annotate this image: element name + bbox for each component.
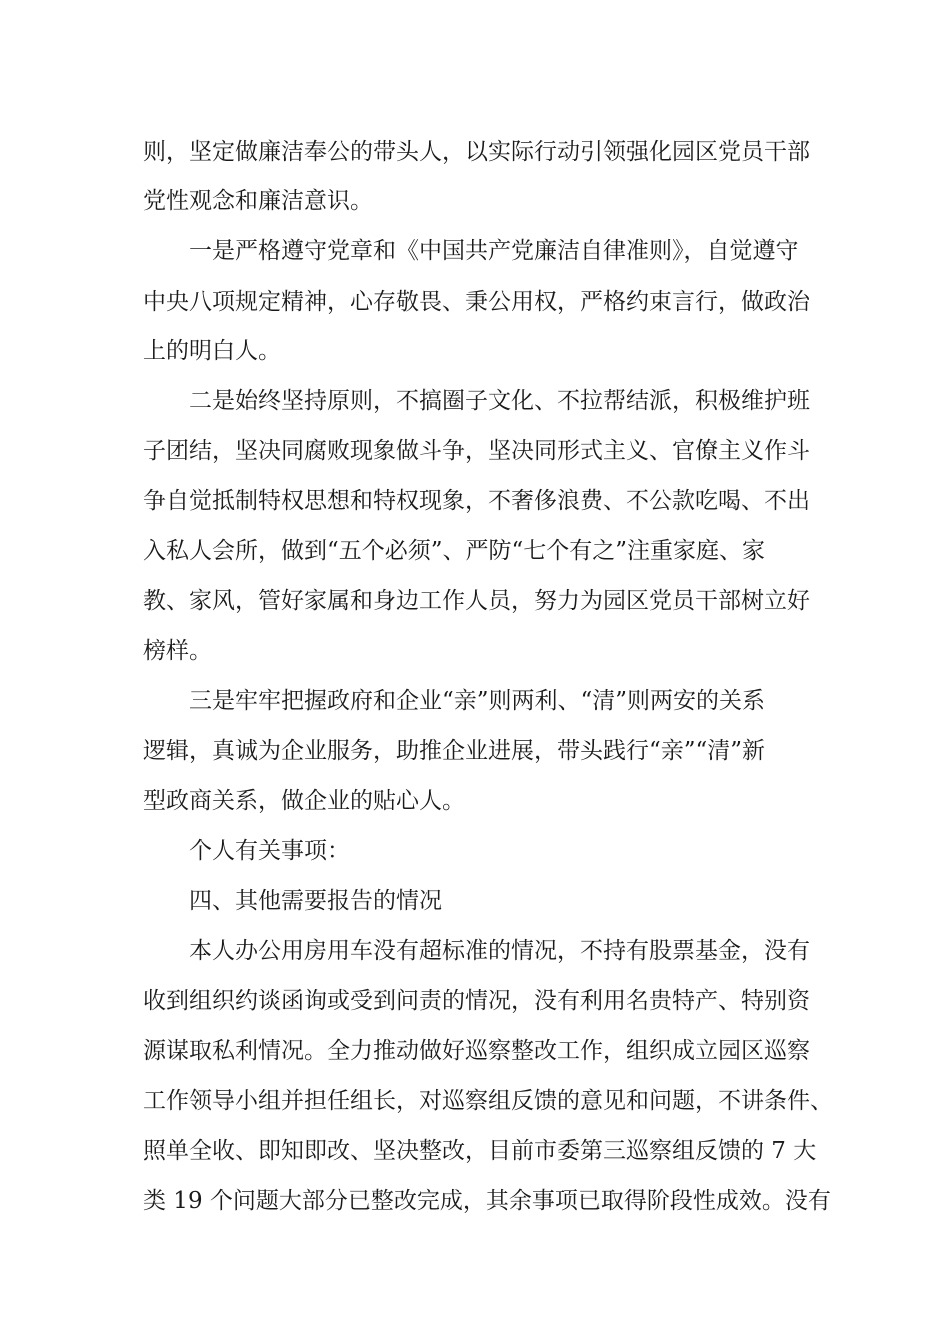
text-line: 二是始终坚持原则，不搞圈子文化、不拉帮结派，积极维护班 [189, 388, 810, 414]
text-line: 教、家风，管好家属和身边工作人员，努力为园区党员干部树立好 [143, 588, 810, 614]
text-line: 争自觉抵制特权思想和特权现象，不奢侈浪费、不公款吃喝、不出 [143, 488, 810, 514]
text-line: 则，坚定做廉洁奉公的带头人，以实际行动引领强化园区党员干部 [143, 139, 810, 165]
text-line: 入私人会所，做到“五个必须”、严防“七个有之”注重家庭、家 [143, 538, 766, 564]
text-line: 逻辑，真诚为企业服务，助推企业进展，带头践行“亲”“清”新 [143, 738, 766, 764]
text-line: 一是严格遵守党章和《中国共产党廉洁自律准则》，自觉遵守 [189, 238, 799, 264]
text-line: 型政商关系，做企业的贴心人。 [143, 788, 465, 814]
text-line: 类 19 个问题大部分已整改完成，其余事项已取得阶段性成效。没有 [143, 1188, 831, 1214]
text-line: 党性观念和廉洁意识。 [143, 188, 373, 214]
text-line: 源谋取私利情况。全力推动做好巡察整改工作，组织成立园区巡察 [143, 1038, 810, 1064]
text-line: 收到组织约谈函询或受到问责的情况，没有利用名贵特产、特别资 [143, 988, 810, 1014]
text-line: 工作领导小组并担任组长，对巡察组反馈的意见和问题，不讲条件、 [143, 1088, 833, 1114]
text-line: 榜样。 [143, 638, 212, 664]
text-line: 子团结，坚决同腐败现象做斗争，坚决同形式主义、官僚主义作斗 [143, 438, 810, 464]
text-line: 上的明白人。 [143, 338, 281, 364]
text-line: 个人有关事项： [189, 838, 350, 864]
text-line: 本人办公用房用车没有超标准的情况，不持有股票基金，没有 [189, 938, 810, 964]
text-line: 四、其他需要报告的情况 [189, 888, 442, 914]
text-line: 三是牢牢把握政府和企业“亲”则两利、“清”则两安的关系 [189, 688, 766, 714]
text-line: 中央八项规定精神，心存敬畏、秉公用权，严格约束言行，做政治 [143, 289, 810, 315]
text-line: 照单全收、即知即改、坚决整改，目前市委第三巡察组反馈的 7 大 [143, 1138, 817, 1164]
